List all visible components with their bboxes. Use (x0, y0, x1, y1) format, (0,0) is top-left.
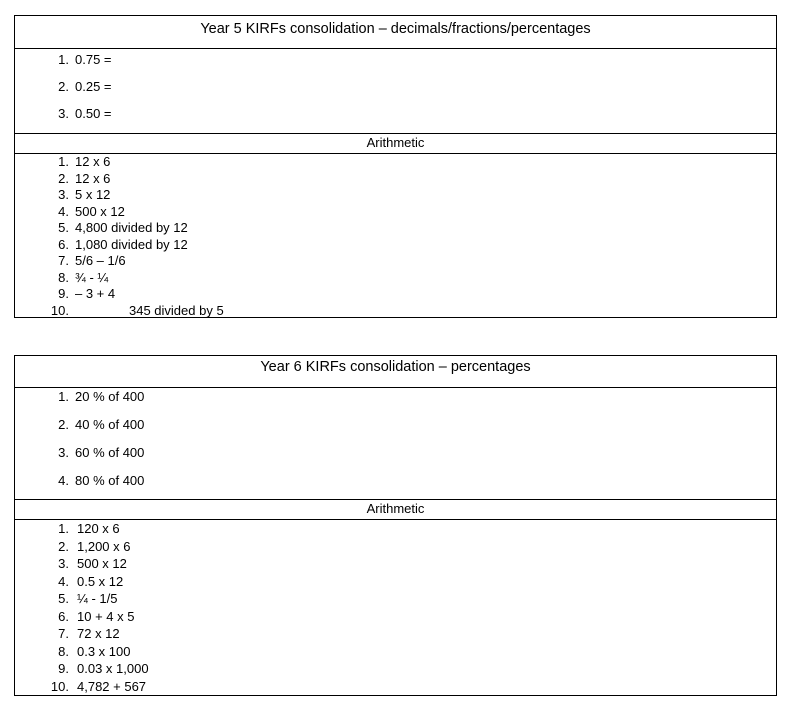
year5-arithmetic-item: 7. 5/6 – 1/6 (58, 253, 126, 268)
year6-arithmetic-item: 9. 0.03 x 1,000 (58, 661, 149, 676)
year6-arithmetic-item: 4. 0.5 x 12 (58, 573, 124, 589)
year6-question-4: 4. 80 % of 400 (58, 473, 145, 488)
year6-arithmetic-header: Arithmetic (15, 500, 776, 520)
year5-arithmetic-item: 6. 1,080 divided by 12 (58, 236, 188, 252)
year6-arithmetic-item: 2. 1,200 x 6 (58, 538, 131, 554)
year6-title: Year 6 KIRFs consolidation – percentages (15, 356, 776, 388)
year6-arithmetic-item: 10. 4,782 + 567 (50, 678, 147, 694)
year6-arithmetic-item: 3. 500 x 12 (58, 556, 127, 571)
year5-arithmetic-header: Arithmetic (15, 134, 776, 154)
year6-table (14, 355, 777, 696)
year6-question-1: 1. 20 % of 400 (58, 389, 145, 404)
year5-arithmetic-item: 5. 4,800 divided by 12 (58, 220, 188, 235)
year6-question-2: 2. 40 % of 400 (58, 417, 145, 432)
year6-arithmetic-item: 1. 120 x 6 (58, 521, 120, 536)
year5-table (14, 15, 777, 318)
year5-arithmetic-item: 3. 5 x 12 (58, 187, 111, 202)
year5-arithmetic-item: 4. 500 x 12 (58, 203, 125, 219)
year6-arithmetic-item: 7. 72 x 12 (58, 626, 120, 641)
year6-question-3: 3. 60 % of 400 (58, 445, 145, 460)
year5-question-1: 1. 0.75 = (58, 52, 112, 67)
year6-arithmetic-item: 8. 0.3 x 100 (58, 643, 131, 659)
year5-title: Year 5 KIRFs consolidation – decimals/fractions/percentages (15, 16, 776, 49)
year5-arithmetic-item: 2. 12 x 6 (58, 170, 111, 186)
year5-arithmetic-item: 1. 12 x 6 (58, 154, 111, 169)
year5-questions (15, 49, 776, 134)
year5-arithmetic-item: 10. 345 divided by 5 (50, 302, 224, 318)
year6-arithmetic-item: 5. ¼ - 1/5 (58, 591, 118, 606)
year6-arithmetic-item: 6. 10 + 4 x 5 (58, 608, 135, 624)
year5-arithmetic-item: 9. – 3 + 4 (58, 286, 116, 301)
year6-questions (15, 388, 776, 500)
year5-question-2: 2. 0.25 = (58, 79, 112, 94)
year5-arithmetic-item: 8. ¾ - ¼ (58, 269, 109, 285)
year5-question-3: 3. 0.50 = (58, 106, 112, 121)
